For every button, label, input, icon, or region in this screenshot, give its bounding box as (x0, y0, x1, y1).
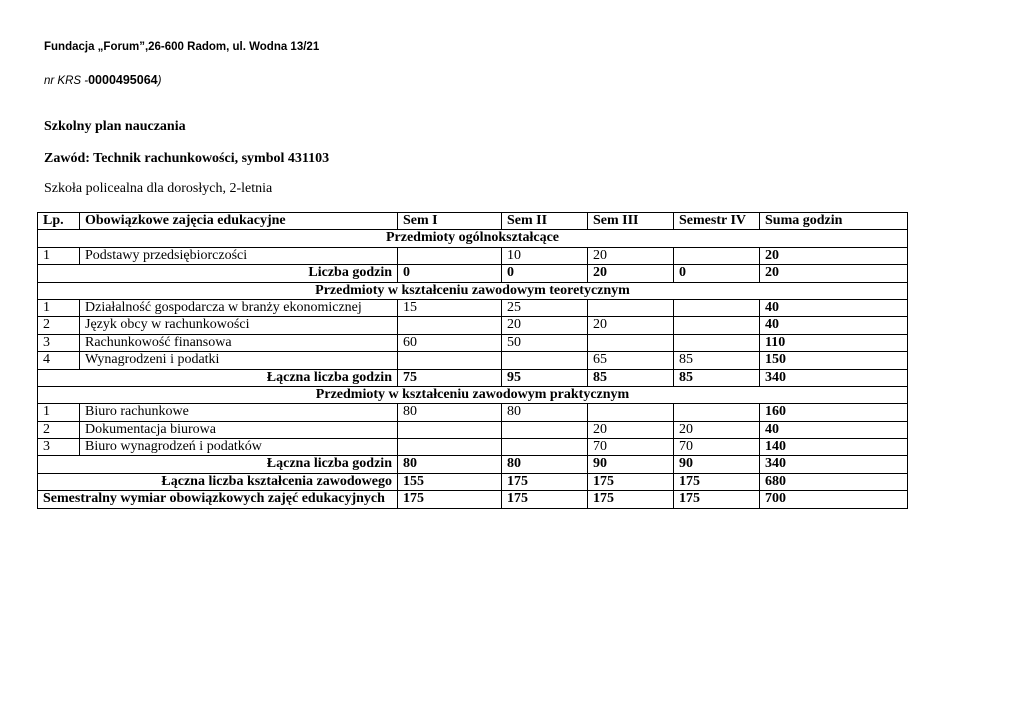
column-header-sem3: Sem III (588, 213, 674, 230)
table-row (38, 439, 908, 456)
row-sem3: 20 (588, 421, 674, 438)
row-lp: 3 (38, 334, 80, 351)
column-header-lp: Lp. (38, 213, 80, 230)
vocational-total-row (38, 473, 908, 490)
krs-line (44, 73, 161, 87)
table-row (38, 299, 908, 316)
row-sem1: 60 (398, 334, 502, 351)
row-sem2: 10 (502, 247, 588, 264)
row-subject: Działalność gospodarcza w branży ekonomicznej (80, 299, 398, 316)
header-row (38, 213, 908, 230)
row-sem1: 80 (398, 404, 502, 421)
row-sem4: 70 (674, 439, 760, 456)
row-sem4 (674, 404, 760, 421)
section-title: Przedmioty w kształceniu zawodowym praktycznym (38, 386, 908, 403)
total-s4: 85 (674, 369, 760, 386)
row-subject: Rachunkowość finansowa (80, 334, 398, 351)
total-s3: 175 (588, 473, 674, 490)
total-s3: 85 (588, 369, 674, 386)
total-s4: 175 (674, 473, 760, 490)
table-row (38, 334, 908, 351)
row-subject: Podstawy przedsiębiorczości (80, 247, 398, 264)
total-sum: 340 (760, 456, 908, 473)
semester-total-sum: 700 (760, 491, 908, 508)
profession-title: Zawód: Technik rachunkowości, symbol 431103 (44, 151, 330, 166)
total-s2: 175 (502, 473, 588, 490)
row-sem2: 20 (502, 317, 588, 334)
row-sem4 (674, 247, 760, 264)
row-sem3 (588, 299, 674, 316)
row-sem2 (502, 421, 588, 438)
row-total: 140 (760, 439, 908, 456)
row-sem2: 25 (502, 299, 588, 316)
row-sem4 (674, 334, 760, 351)
table-row (38, 421, 908, 438)
table-row (38, 247, 908, 264)
school-type: Szkoła policealna dla dorosłych, 2-letnia (44, 181, 273, 196)
row-subject: Język obcy w rachunkowości (80, 317, 398, 334)
total-sum: 340 (760, 369, 908, 386)
row-sem1 (398, 352, 502, 369)
total-sum: 20 (760, 265, 908, 282)
table-row (38, 352, 908, 369)
total-label: Łączna liczba godzin (38, 456, 398, 473)
total-s4: 0 (674, 265, 760, 282)
section-header-row (38, 282, 908, 299)
column-header-sem2: Sem II (502, 213, 588, 230)
row-sem2: 50 (502, 334, 588, 351)
row-lp: 2 (38, 317, 80, 334)
column-header-sem4: Semestr IV (674, 213, 760, 230)
row-subject: Biuro rachunkowe (80, 404, 398, 421)
row-lp: 1 (38, 247, 80, 264)
row-sem1 (398, 247, 502, 264)
row-sem1 (398, 317, 502, 334)
total-s1: 155 (398, 473, 502, 490)
total-s3: 20 (588, 265, 674, 282)
row-sem1 (398, 421, 502, 438)
row-sem1 (398, 439, 502, 456)
row-lp: 2 (38, 421, 80, 438)
row-total: 20 (760, 247, 908, 264)
row-sem4 (674, 317, 760, 334)
row-subject: Biuro wynagrodzeń i podatków (80, 439, 398, 456)
section-total-row (38, 265, 908, 282)
row-sem4 (674, 299, 760, 316)
row-lp: 4 (38, 352, 80, 369)
semester-total-s1: 175 (398, 491, 502, 508)
row-sem2: 80 (502, 404, 588, 421)
row-subject: Wynagrodzeni i podatki (80, 352, 398, 369)
krs-number: 0000495064 (88, 73, 158, 87)
total-sum: 680 (760, 473, 908, 490)
column-header-subject: Obowiązkowe zajęcia edukacyjne (80, 213, 398, 230)
semester-total-s2: 175 (502, 491, 588, 508)
section-header-row (38, 230, 908, 247)
row-total: 40 (760, 299, 908, 316)
semester-total-row (38, 491, 908, 508)
total-label: Łączna liczba kształcenia zawodowego (38, 473, 398, 490)
table-row (38, 404, 908, 421)
section-total-row (38, 369, 908, 386)
total-label: Łączna liczba godzin (38, 369, 398, 386)
column-header-sem1: Sem I (398, 213, 502, 230)
row-total: 40 (760, 421, 908, 438)
semester-total-label: Semestralny wymiar obowiązkowych zajęć edukacyjnych (38, 491, 398, 508)
total-s1: 0 (398, 265, 502, 282)
row-lp: 1 (38, 299, 80, 316)
plan-title: Szkolny plan nauczania (44, 119, 186, 134)
total-s1: 75 (398, 369, 502, 386)
section-title: Przedmioty ogólnokształcące (38, 230, 908, 247)
row-sem2 (502, 352, 588, 369)
krs-prefix: nr KRS - (44, 75, 89, 87)
section-title: Przedmioty w kształceniu zawodowym teoretycznym (38, 282, 908, 299)
row-total: 160 (760, 404, 908, 421)
table-row (38, 317, 908, 334)
row-total: 40 (760, 317, 908, 334)
curriculum-table (37, 212, 908, 509)
row-sem3: 65 (588, 352, 674, 369)
total-s2: 95 (502, 369, 588, 386)
column-header-total: Suma godzin (760, 213, 908, 230)
section-header-row (38, 386, 908, 403)
section-total-row (38, 456, 908, 473)
row-sem3: 20 (588, 247, 674, 264)
row-sem3 (588, 334, 674, 351)
row-lp: 3 (38, 439, 80, 456)
total-s3: 90 (588, 456, 674, 473)
total-s2: 80 (502, 456, 588, 473)
total-s2: 0 (502, 265, 588, 282)
row-total: 150 (760, 352, 908, 369)
row-sem1: 15 (398, 299, 502, 316)
organization-line: Fundacja „Forum”,26-600 Radom, ul. Wodna 13/21 (44, 41, 320, 53)
row-sem4: 85 (674, 352, 760, 369)
semester-total-s3: 175 (588, 491, 674, 508)
krs-suffix: ) (157, 75, 162, 87)
row-sem3 (588, 404, 674, 421)
total-label: Liczba godzin (38, 265, 398, 282)
row-lp: 1 (38, 404, 80, 421)
row-sem3: 70 (588, 439, 674, 456)
semester-total-s4: 175 (674, 491, 760, 508)
total-s4: 90 (674, 456, 760, 473)
row-sem3: 20 (588, 317, 674, 334)
total-s1: 80 (398, 456, 502, 473)
row-subject: Dokumentacja biurowa (80, 421, 398, 438)
row-sem4: 20 (674, 421, 760, 438)
row-total: 110 (760, 334, 908, 351)
row-sem2 (502, 439, 588, 456)
